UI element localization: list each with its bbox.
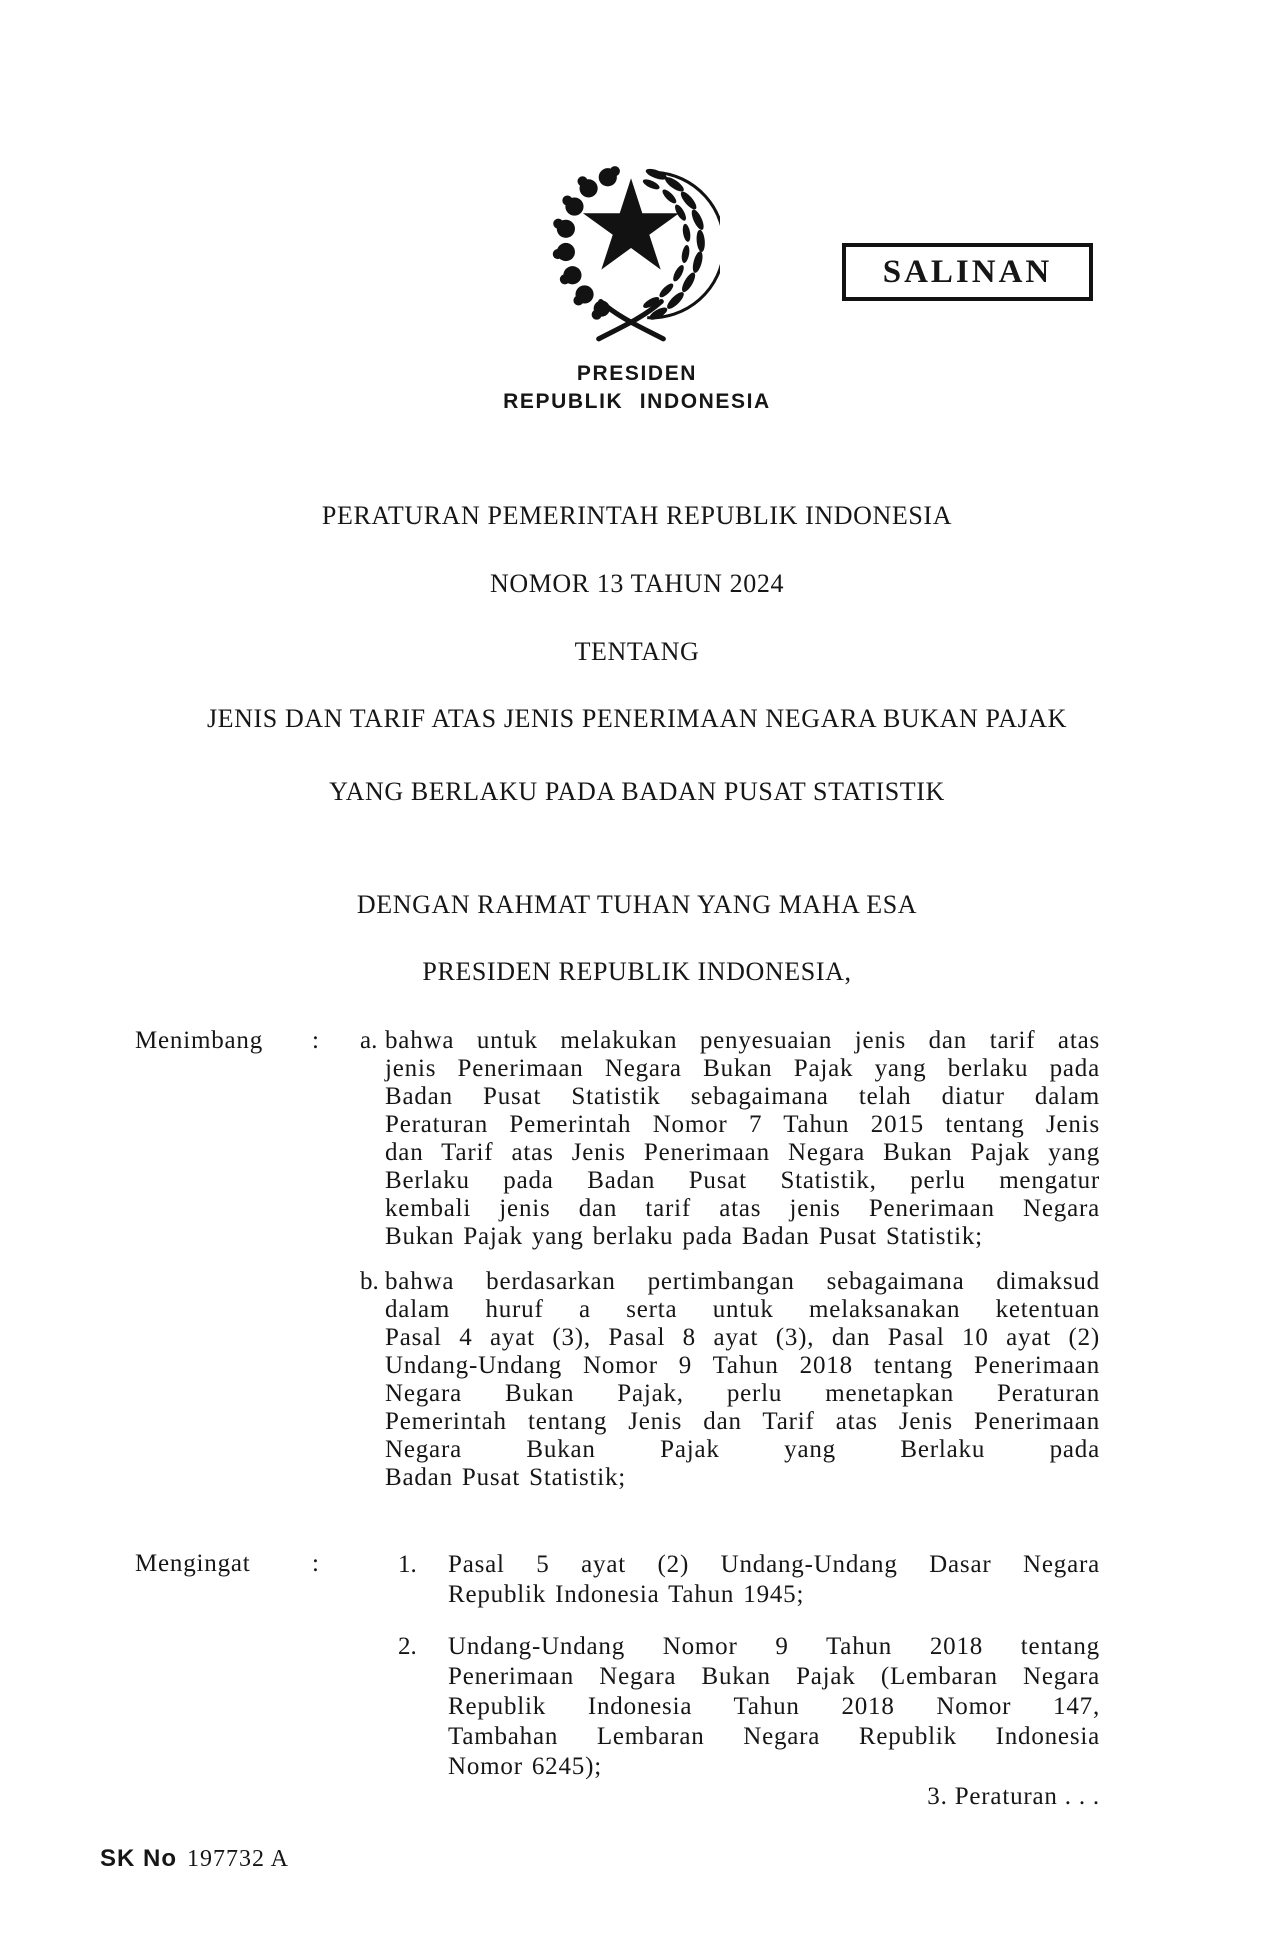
text-line: Badan Pusat Statistik sebagaimana telah diatur dalam — [385, 1083, 1100, 1110]
menimbang-colon: : — [312, 1027, 319, 1054]
consideration-item-a — [360, 1027, 1100, 1251]
salinan-stamp — [842, 243, 1093, 301]
text-line: Berlaku pada Badan Pusat Statistik, perlu mengatur — [385, 1167, 1100, 1194]
letterhead-line-2: REPUBLIK INDONESIA — [503, 390, 771, 413]
text-line: Pemerintah tentang Jenis dan Tarif atas Jenis Penerimaan — [385, 1408, 1100, 1435]
item-marker: 2. — [398, 1633, 417, 1660]
text-line: Undang-Undang Nomor 9 Tahun 2018 tentang Penerimaan — [385, 1352, 1100, 1379]
letterhead-line-1: PRESIDEN — [576, 362, 698, 385]
title-line-3: TENTANG — [574, 637, 700, 666]
item-marker: 1. — [398, 1551, 417, 1578]
item-marker: b. — [360, 1268, 379, 1295]
text-line: Republik Indonesia Tahun 2018 Nomor 147, — [448, 1693, 1100, 1720]
mengingat-colon: : — [312, 1550, 319, 1577]
text-line: bahwa berdasarkan pertimbangan sebagaimana dimaksud — [385, 1268, 1100, 1295]
legal-basis-item-1 — [398, 1550, 1100, 1610]
text-line: Undang-Undang Nomor 9 Tahun 2018 tentang — [448, 1633, 1100, 1660]
title-line-4: JENIS DAN TARIF ATAS JENIS PENERIMAAN NEGARA BUKAN PAJAK — [206, 704, 1068, 733]
text-line: dalam huruf a serta untuk melaksanakan ketentuan — [385, 1296, 1100, 1323]
text-line: Peraturan Pemerintah Nomor 7 Tahun 2015 tentang Jenis — [385, 1111, 1100, 1138]
mengingat-items — [398, 1550, 1100, 1782]
salinan-stamp-label: SALINAN — [882, 253, 1053, 290]
text-line: Republik Indonesia Tahun 1945; — [448, 1581, 805, 1608]
text-line: Bukan Pajak yang berlaku pada Badan Pusat Statistik; — [385, 1223, 983, 1250]
continuation-note: 3. Peraturan . . . — [927, 1783, 1100, 1810]
page-code-number: 197732 A — [187, 1846, 290, 1872]
title-line-2: NOMOR 13 TAHUN 2024 — [489, 569, 785, 598]
text-line: Pasal 4 ayat (3), Pasal 8 ayat (3), dan Pasal 10 ayat (2) — [385, 1324, 1100, 1351]
star-wreath-emblem-icon — [538, 150, 720, 352]
item-text — [448, 1550, 1100, 1610]
page-code — [100, 1845, 289, 1873]
legal-basis-item-2 — [398, 1632, 1100, 1782]
text-line: Penerimaan Negara Bukan Pajak (Lembaran Negara — [448, 1663, 1100, 1690]
item-text — [385, 1027, 1100, 1251]
title-line-5: YANG BERLAKU PADA BADAN PUSAT STATISTIK — [329, 777, 945, 806]
menimbang-label: Menimbang — [135, 1027, 264, 1054]
invocation-line: DENGAN RAHMAT TUHAN YANG MAHA ESA — [356, 890, 918, 919]
text-line: Negara Bukan Pajak yang Berlaku pada — [385, 1436, 1100, 1463]
text-line: dan Tarif atas Jenis Penerimaan Negara Bukan Pajak yang — [385, 1139, 1100, 1166]
text-line: Tambahan Lembaran Negara Republik Indonesia — [448, 1723, 1100, 1750]
item-marker: a. — [360, 1027, 378, 1054]
text-line: bahwa untuk melakukan penyesuaian jenis dan tarif atas — [385, 1027, 1100, 1054]
item-text — [385, 1268, 1100, 1492]
title-line-1: PERATURAN PEMERINTAH REPUBLIK INDONESIA — [321, 501, 953, 530]
menimbang-items — [360, 1027, 1100, 1492]
mengingat-label: Mengingat — [135, 1550, 251, 1577]
page-code-prefix: SK No — [100, 1845, 177, 1872]
consideration-item-b — [360, 1268, 1100, 1492]
item-text — [448, 1632, 1100, 1782]
authority-line: PRESIDEN REPUBLIK INDONESIA, — [422, 957, 852, 986]
text-line: jenis Penerimaan Negara Bukan Pajak yang berlaku pada — [385, 1055, 1100, 1082]
text-line: Badan Pusat Statistik; — [385, 1464, 627, 1491]
text-line: kembali jenis dan tarif atas jenis Penerimaan Negara — [385, 1195, 1100, 1222]
text-line: Pasal 5 ayat (2) Undang-Undang Dasar Negara — [448, 1551, 1100, 1578]
text-line: Negara Bukan Pajak, perlu menetapkan Peraturan — [385, 1380, 1100, 1407]
text-line: Nomor 6245); — [448, 1753, 602, 1780]
